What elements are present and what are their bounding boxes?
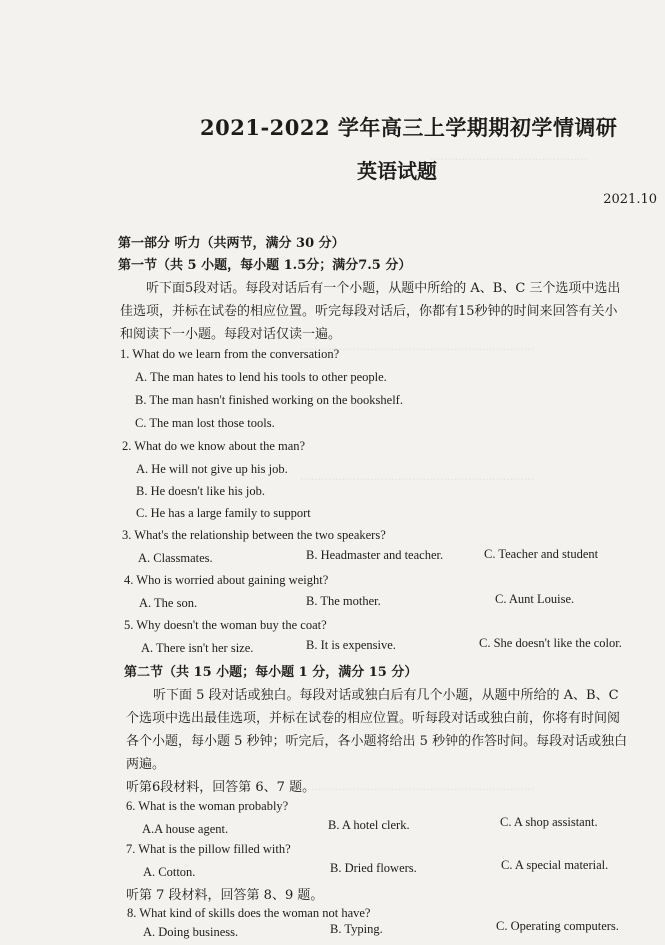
question-stem: 6. What is the woman probably?: [126, 799, 289, 813]
option-a: A.A house agent.: [142, 822, 229, 836]
option-c: C. Aunt Louise.: [495, 592, 575, 606]
part1-heading: 第一部分 听力（共两节，满分 30 分）: [118, 236, 345, 251]
section1-instruction-line: 听下面5段对话。每段对话后有一个小题，从题中所给的 A、B、C 三个选项中选出: [146, 281, 621, 296]
question-stem: 3. What's the relationship between the two speakers?: [122, 528, 386, 542]
option-b: B. Headmaster and teacher.: [306, 548, 444, 562]
question-stem: 4. Who is worried about gaining weight?: [124, 573, 329, 587]
section2-heading: 第二节（共 15 小题；每小题 1 分，满分 15 分）: [124, 665, 418, 680]
option-c: C. A special material.: [501, 858, 609, 872]
question-stem: 2. What do we know about the man?: [122, 439, 306, 453]
option-a: A. He will not give up his job.: [136, 462, 288, 476]
option-c: C. Operating computers.: [496, 919, 619, 933]
option-c: C. He has a large family to support: [136, 506, 311, 520]
exam-date: 2021.10: [603, 192, 657, 207]
bleed-through-texture: ...................................................................: [300, 340, 535, 353]
option-a: A. Classmates.: [138, 551, 213, 565]
section1-instruction-line: 佳选项，并标在试卷的相应位置。听完每段对话后，你都有15秒钟的时间来回答有关小: [120, 304, 618, 319]
material-heading: 听第 7 段材料，回答第 8、9 题。: [126, 888, 324, 903]
bleed-through-texture: ...................................................................: [300, 470, 535, 483]
option-a: A. The man hates to lend his tools to other people.: [135, 370, 387, 384]
section1-heading: 第一节（共 5 小题，每小题 1.5分；满分7.5 分）: [118, 258, 412, 273]
material-heading: 听第6段材料，回答第 6、7 题。: [126, 780, 316, 795]
option-a: A. There isn't her size.: [141, 641, 254, 655]
option-c: C. The man lost those tools.: [135, 416, 275, 430]
section1-instruction-line: 和阅读下一小题。每段对话仅读一遍。: [120, 327, 342, 342]
question-stem: 8. What kind of skills does the woman not have?: [127, 906, 371, 920]
option-b: B. He doesn't like his job.: [136, 484, 265, 498]
section2-instruction-line: 各个小题，每小题 5 秒钟；听完后，各小题将给出 5 秒钟的作答时间。每段对话或独白: [126, 734, 628, 749]
option-c: C. She doesn't like the color.: [479, 636, 622, 650]
exam-subtitle: 英语试题: [357, 159, 437, 183]
option-b: B. Dried flowers.: [330, 861, 417, 875]
option-b: B. A hotel clerk.: [328, 818, 410, 832]
question-stem: 5. Why doesn't the woman buy the coat?: [124, 618, 327, 632]
option-c: C. Teacher and student: [484, 547, 599, 561]
exam-title: 2021-2022 学年高三上学期期初学情调研: [200, 115, 618, 140]
option-b: B. The mother.: [306, 594, 381, 608]
option-a: A. Doing business.: [143, 925, 239, 939]
option-c: C. A shop assistant.: [500, 815, 598, 829]
option-a: A. Cotton.: [143, 865, 196, 879]
bleed-through-texture: ...................................................................: [300, 780, 535, 793]
question-stem: 7. What is the pillow filled with?: [126, 842, 291, 856]
section2-instruction-line: 两遍。: [126, 757, 166, 772]
option-b: B. The man hasn't finished working on the bookshelf.: [135, 393, 403, 407]
question-stem: 1. What do we learn from the conversation?: [120, 347, 340, 361]
option-b: B. Typing.: [330, 922, 383, 936]
bleed-through-texture: .............................................: [430, 150, 588, 163]
section2-instruction-line: 个选项中选出最佳选项，并标在试卷的相应位置。听每段对话或独白前，你将有时间阅: [126, 711, 621, 726]
option-a: A. The son.: [139, 596, 198, 610]
section2-instruction-line: 听下面 5 段对话或独白。每段对话或独白后有几个小题，从题中所给的 A、B、C: [153, 688, 619, 703]
option-b: B. It is expensive.: [306, 638, 396, 652]
